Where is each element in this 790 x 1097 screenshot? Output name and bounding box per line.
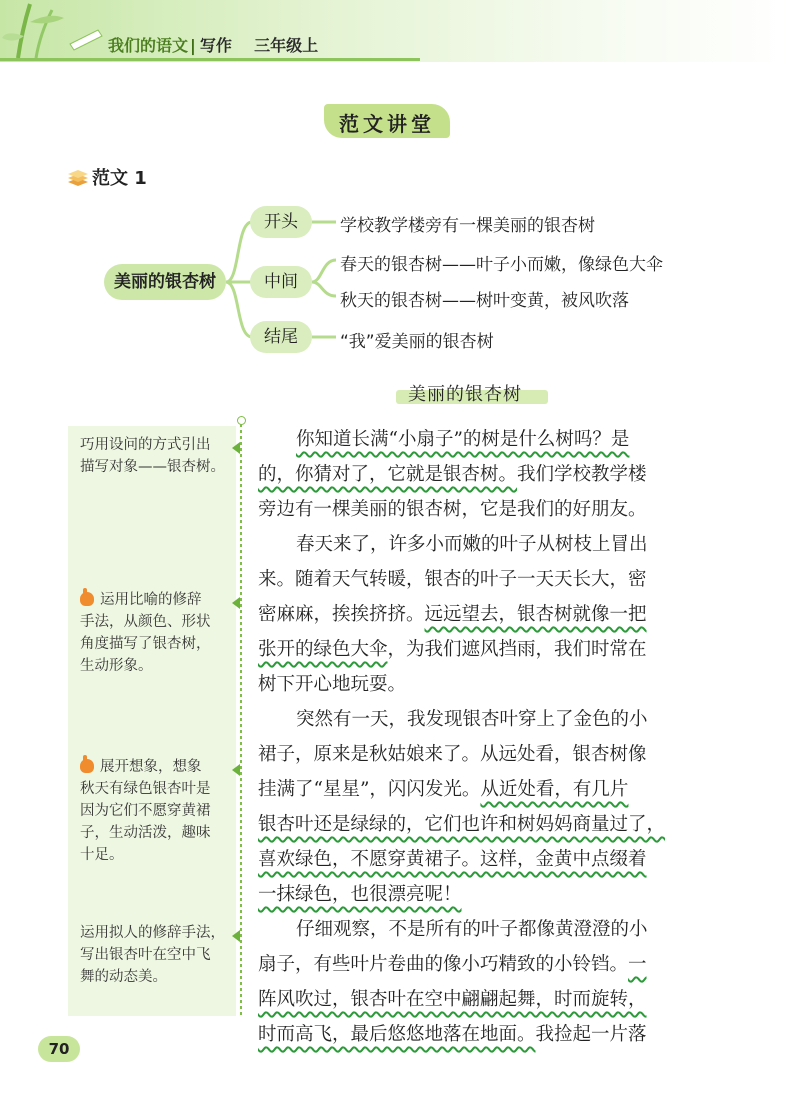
example-label: 范文 1 [92, 168, 147, 189]
essay-line: 旁边有一棵美丽的银杏树，它是我们的好朋友。 [258, 499, 647, 520]
section-title: 范文讲堂 [339, 112, 435, 136]
note-line: 巧用设问的方式引出 [80, 437, 211, 453]
header-title [108, 33, 318, 56]
annotation-divider [240, 424, 242, 1016]
note-3 [80, 756, 211, 866]
note-pointer-icon [232, 764, 240, 776]
essay-line: 阵风吹过，银杏叶在空中翩翩起舞，时而旋转， [258, 989, 647, 1010]
essay-line: 的，你猜对了，它就是银杏树。我们学校教学楼 [258, 464, 647, 485]
essay-title: 美丽的银杏树 [408, 384, 522, 405]
note-line: 舞的动态美。 [80, 969, 167, 985]
annotation-divider-cap [237, 416, 246, 425]
note-line: 写出银杏叶在空中飞 [80, 947, 211, 963]
note-line: 生动形象。 [80, 658, 153, 674]
note-line: 秋天有绿色银杏叶是 [80, 781, 211, 797]
essay-line: 张开的绿色大伞，为我们遮风挡雨，我们时常在 [258, 639, 647, 660]
pointing-hand-icon [80, 759, 94, 773]
bamboo-decoration-icon [0, 0, 110, 60]
essay-line: 春天来了，许多小而嫩的叶子从树枝上冒出 [296, 534, 648, 555]
note-1 [80, 434, 225, 478]
note-pointer-icon [232, 597, 240, 609]
mindmap-root: 美丽的银杏树 [104, 264, 226, 300]
section-title-badge [312, 100, 462, 142]
note-4 [80, 922, 225, 988]
note-pointer-icon [232, 930, 240, 942]
header-grade: 三年级上 [254, 36, 319, 55]
essay-line: 喜欢绿色，不愿穿黄裙子。这样，金黄中点缀着 [258, 849, 647, 870]
note-line: 运用比喻的修辞 [100, 592, 202, 608]
mindmap-branch-opening: 开头 [250, 206, 312, 238]
mindmap-leaf-opening: 学校教学楼旁有一棵美丽的银杏树 [340, 216, 595, 236]
note-line: 运用拟人的修辞手法， [80, 925, 225, 941]
note-line: 子，生动活泼，趣味 [80, 825, 211, 841]
essay-line: 扇子，有些叶片卷曲的像小巧精致的小铃铛。一 [258, 954, 647, 975]
note-line: 手法，从颜色、形状 [80, 614, 211, 630]
note-pointer-icon [232, 442, 240, 454]
mindmap-branch-middle: 中间 [250, 266, 312, 298]
mindmap-leaf-spring: 春天的银杏树——叶子小而嫩，像绿色大伞 [340, 255, 663, 275]
header-separator: | [190, 36, 196, 55]
mindmap-leaf-ending: “我”爱美丽的银杏树 [340, 332, 494, 352]
note-line: 描写对象——银杏树。 [80, 459, 225, 475]
essay-line: 突然有一天，我发现银杏叶穿上了金色的小 [296, 709, 648, 730]
essay-line: 裙子，原来是秋姑娘来了。从远处看，银杏树像 [258, 744, 647, 765]
page-number: 70 [38, 1036, 80, 1062]
mindmap-branch-ending: 结尾 [250, 321, 312, 353]
essay-line: 银杏叶还是绿绿的，它们也许和树妈妈商量过了， [258, 814, 666, 835]
mindmap-leaf-autumn: 秋天的银杏树——树叶变黄，被风吹落 [340, 291, 629, 311]
note-line: 角度描写了银杏树， [80, 636, 211, 652]
pointing-hand-icon [80, 592, 94, 606]
essay-line: 你知道长满“小扇子”的树是什么树吗？是 [296, 429, 630, 450]
book-stack-icon [66, 166, 90, 190]
essay-line: 时而高飞，最后悠悠地落在地面。我捡起一片落 [258, 1024, 647, 1045]
essay-line: 仔细观察，不是所有的叶子都像黄澄澄的小 [296, 919, 648, 940]
header-rule [0, 58, 420, 61]
note-line: 十足。 [80, 847, 124, 863]
essay-line: 挂满了“星星”，闪闪发光。从近处看，有几片 [258, 779, 629, 800]
note-line: 因为它们不愿穿黄裙 [80, 803, 211, 819]
note-2 [80, 589, 211, 677]
note-line: 展开想象，想象 [100, 759, 202, 775]
essay-line: 一抹绿色，也很漂亮呢！ [258, 884, 462, 905]
essay-line: 来。随着天气转暖，银杏的叶子一天天长大，密 [258, 569, 647, 590]
essay-line: 密麻麻，挨挨挤挤。远远望去，银杏树就像一把 [258, 604, 647, 625]
essay-line: 树下开心地玩耍。 [258, 674, 407, 695]
header-subject: 写作 [199, 36, 232, 55]
book-title: 我们的语文 [108, 36, 189, 55]
